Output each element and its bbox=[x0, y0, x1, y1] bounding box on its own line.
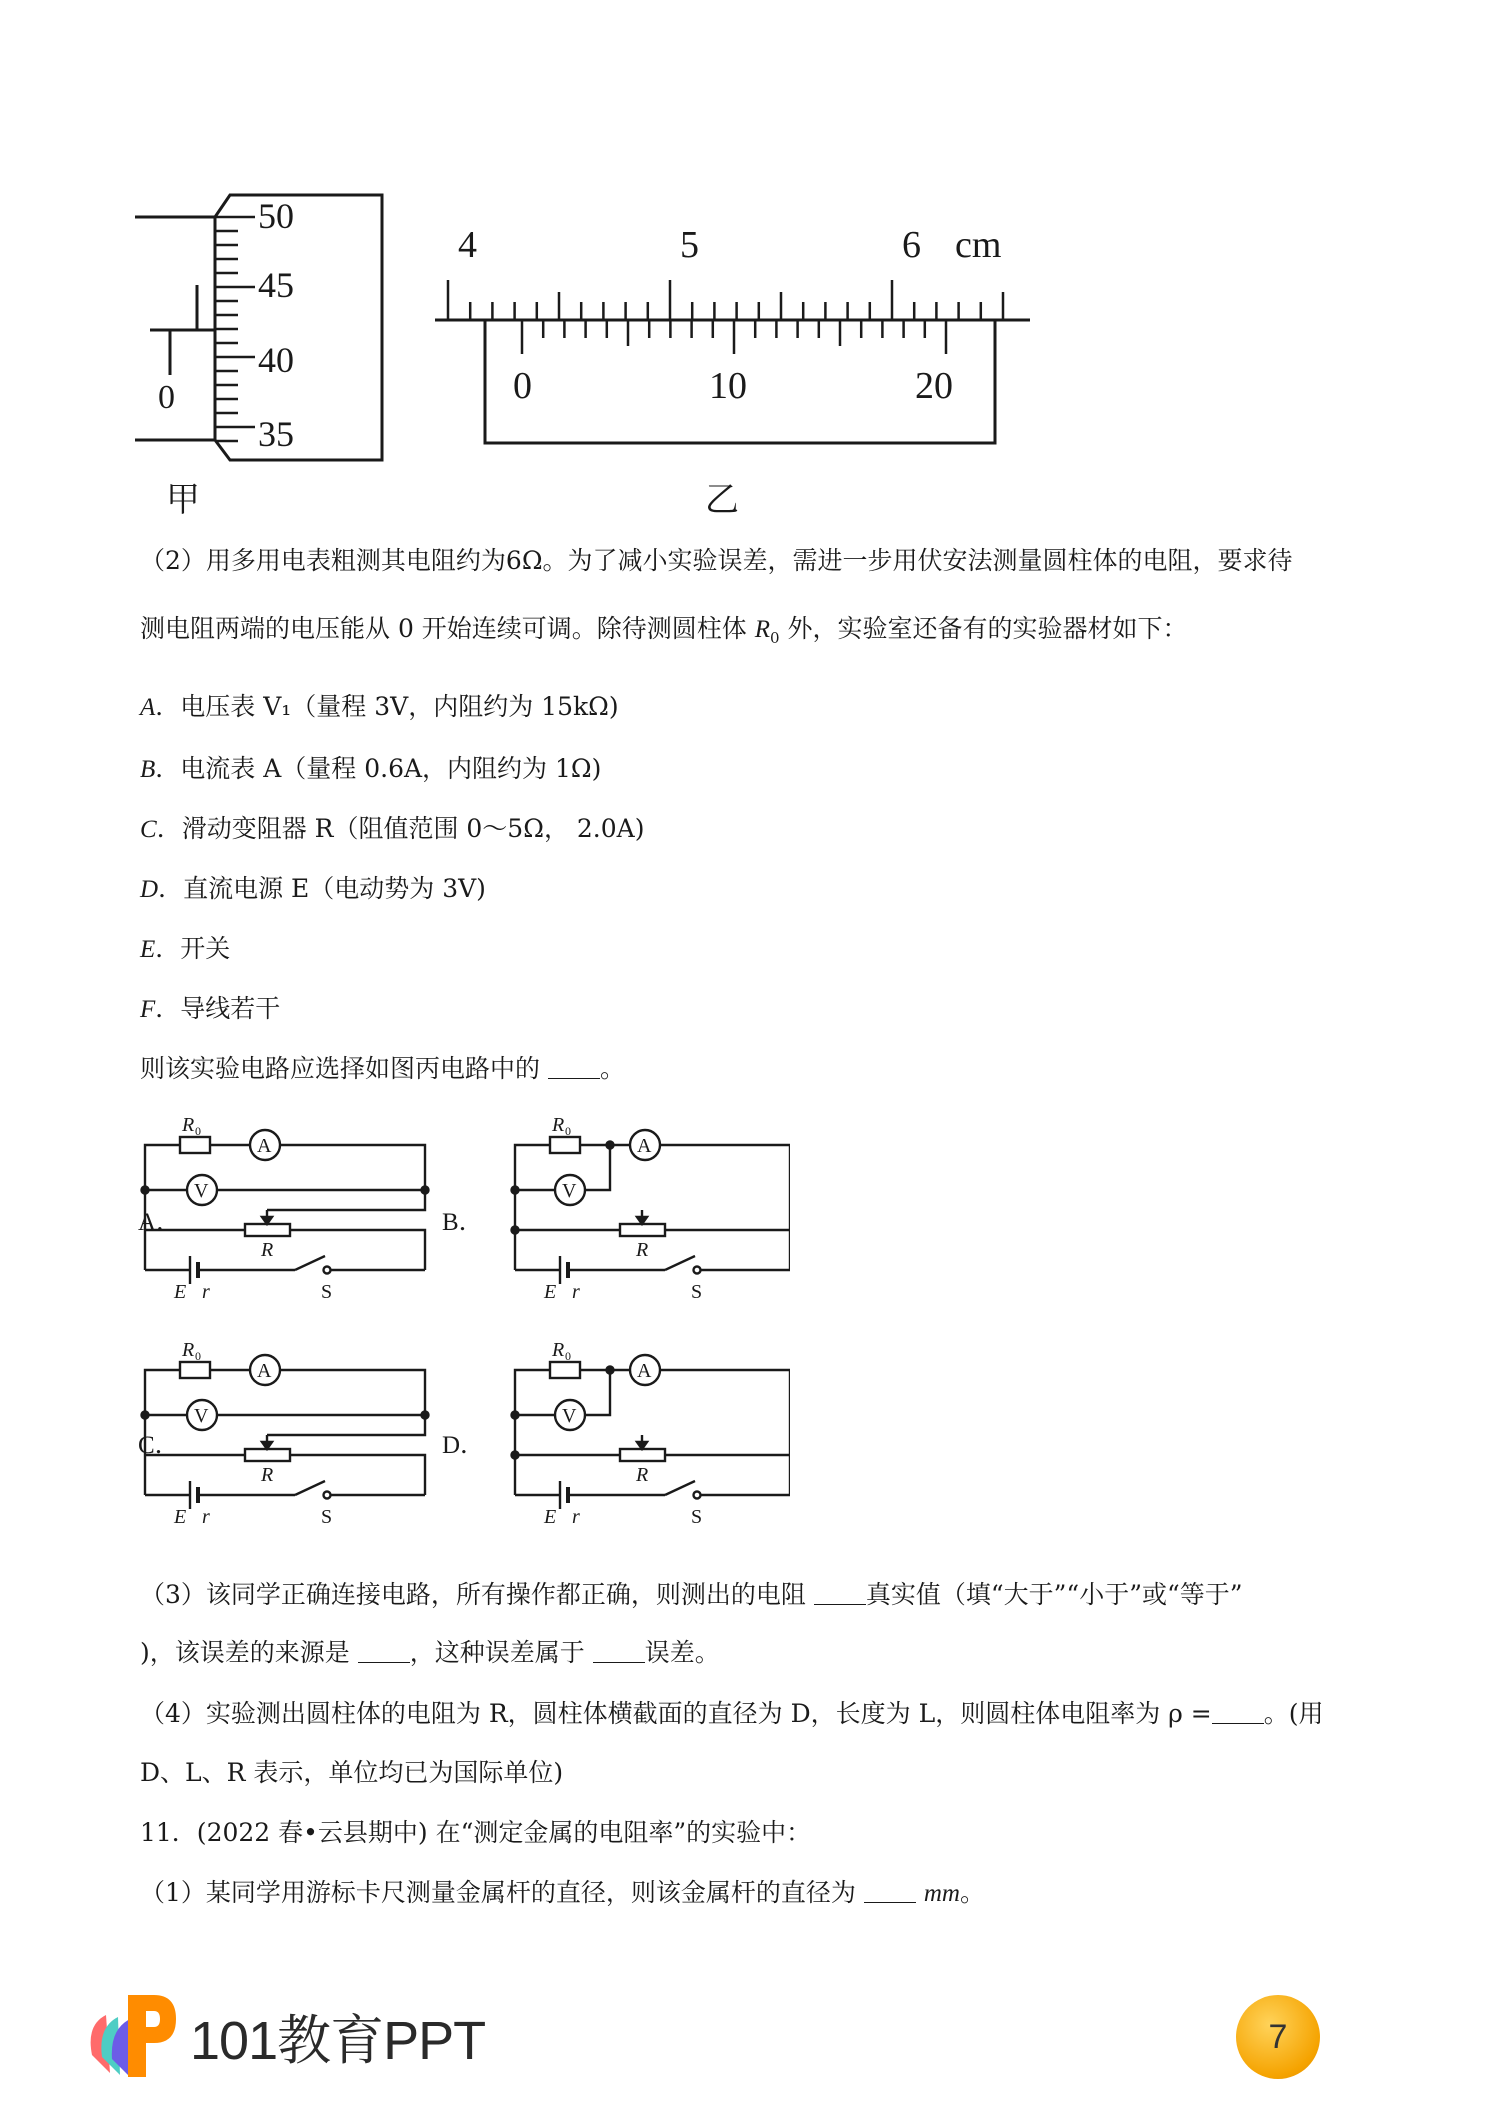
internal-label-circ-A: r bbox=[202, 1281, 210, 1303]
internal-label-circ-B: r bbox=[572, 1281, 580, 1303]
resistor-r0 bbox=[180, 1137, 210, 1153]
q2-line-1: （2）用多用电表粗测其电阻约为6Ω。为了减小实验误差，需进一步用伏安法测量圆柱体的电阻，要求待 bbox=[140, 546, 1293, 575]
r0-label-circ-D: R bbox=[552, 1339, 565, 1361]
junction bbox=[422, 1187, 429, 1194]
q2-line-2: 测电阻两端的电压能从 0 开始连续可调。除待测圆柱体 $R_0$ 外，实验室还备有的实验器材如下： bbox=[140, 614, 1188, 647]
ammeter-circ-D-label: A bbox=[637, 1360, 652, 1382]
option-d: D．直流电源 E（电动势为 3V) bbox=[140, 874, 486, 903]
answer-blank[interactable] bbox=[548, 1056, 600, 1079]
internal-label-circ-D: r bbox=[572, 1506, 580, 1528]
main-mark-4: 4 bbox=[458, 224, 477, 266]
ammeter-circ-B-label: A bbox=[637, 1135, 652, 1157]
vernier-mark-10: 10 bbox=[709, 365, 747, 407]
caliper-unit: cm bbox=[955, 224, 1002, 266]
figure-label-yi: 乙 bbox=[705, 480, 739, 520]
option-a: A．电压表 V₁（量程 3V，内阻约为 15kΩ) bbox=[140, 692, 619, 721]
switch-label-circ-D: S bbox=[691, 1506, 703, 1528]
option-b: B．电流表 A（量程 0.6A，内阻约为 1Ω) bbox=[140, 754, 602, 783]
rheostat-circ-D bbox=[620, 1449, 665, 1461]
emf-label-circ-C: E bbox=[174, 1506, 187, 1528]
switch-contact bbox=[324, 1267, 331, 1274]
junction bbox=[422, 1412, 429, 1419]
circuit-label-d: D． bbox=[442, 1432, 486, 1459]
switch-contact bbox=[324, 1492, 331, 1499]
junction bbox=[512, 1227, 519, 1234]
voltmeter-circ-A-label: V bbox=[194, 1180, 209, 1202]
rheostat-label-circ-B: R bbox=[636, 1239, 649, 1261]
r0-label-circ-A: R bbox=[182, 1114, 195, 1136]
r0-sub-circ-A: 0 bbox=[195, 1124, 201, 1138]
q3-blank-1[interactable] bbox=[814, 1582, 866, 1605]
option-f: F．导线若干 bbox=[140, 994, 281, 1023]
emf-label-circ-A: E bbox=[174, 1281, 187, 1303]
q11-title: 11．(2022 春•云县期中) 在“测定金属的电阻率”的实验中： bbox=[140, 1818, 812, 1847]
junction bbox=[142, 1412, 149, 1419]
switch-label-circ-B: S bbox=[691, 1281, 703, 1303]
q3-blank-2[interactable] bbox=[358, 1640, 410, 1663]
q4-line-1: （4）实验测出圆柱体的电阻为 R，圆柱体横截面的直径为 D，长度为 L，则圆柱体电阻率为 ρ = 。(用 bbox=[140, 1699, 1324, 1728]
switch-lever bbox=[665, 1481, 695, 1495]
circuit-label-b: B． bbox=[442, 1209, 484, 1236]
junction bbox=[512, 1452, 519, 1459]
circuit-diagrams bbox=[130, 1105, 790, 1570]
caliper-figure bbox=[425, 215, 1045, 450]
wire bbox=[665, 1455, 790, 1495]
figure-label-jia: 甲 bbox=[166, 480, 200, 520]
q2-choose-line: 则该实验电路应选择如图丙电路中的 。 bbox=[140, 1054, 625, 1083]
junction bbox=[607, 1367, 614, 1374]
wire bbox=[267, 1190, 425, 1210]
wire bbox=[267, 1415, 425, 1435]
main-mark-6: 6 bbox=[902, 224, 921, 266]
switch-lever bbox=[665, 1256, 695, 1270]
vernier-mark-20: 20 bbox=[915, 365, 953, 407]
vernier-scale-ticks bbox=[522, 320, 946, 354]
r0-sub-circ-D: 0 bbox=[565, 1349, 571, 1363]
resistor-r0 bbox=[180, 1362, 210, 1378]
thimble-ticks bbox=[215, 217, 255, 441]
q3-line-1: （3）该同学正确连接电路，所有操作都正确，则测出的电阻 真实值（填“大于”“小于”或“等于” bbox=[140, 1580, 1243, 1609]
ammeter-circ-C-label: A bbox=[257, 1360, 272, 1382]
brand-logo-icon bbox=[80, 1985, 180, 2085]
internal-label-circ-C: r bbox=[202, 1506, 210, 1528]
switch-contact bbox=[694, 1492, 701, 1499]
rheostat-label-circ-D: R bbox=[636, 1464, 649, 1486]
page-number: 7 bbox=[1268, 2017, 1288, 2056]
rheostat-circ-B bbox=[620, 1224, 665, 1236]
voltmeter-circ-C-label: V bbox=[194, 1405, 209, 1427]
q4-blank[interactable] bbox=[1212, 1701, 1264, 1724]
rheostat-circ-A bbox=[245, 1224, 290, 1236]
q4-line-2: D、L、R 表示，单位均已为国际单位) bbox=[140, 1758, 564, 1787]
wire bbox=[665, 1230, 790, 1270]
option-c: C．滑动变阻器 R（阻值范围 0～5Ω， 2.0A) bbox=[140, 814, 645, 843]
q3-blank-3[interactable] bbox=[593, 1640, 645, 1663]
thimble-mark-35: 35 bbox=[258, 414, 294, 454]
junction bbox=[607, 1142, 614, 1149]
thimble-mark-40: 40 bbox=[258, 340, 294, 380]
vernier-mark-0: 0 bbox=[513, 365, 532, 407]
q11-sub1: （1）某同学用游标卡尺测量金属杆的直径，则该金属杆的直径为 mm。 bbox=[140, 1878, 985, 1907]
r0-sub-circ-B: 0 bbox=[565, 1124, 571, 1138]
circuit-label-a: A． bbox=[138, 1209, 182, 1236]
main-scale-ticks bbox=[448, 280, 1003, 320]
page-number-badge bbox=[1236, 1995, 1320, 2079]
rheostat-label-circ-A: R bbox=[261, 1239, 274, 1261]
r0-sub-circ-C: 0 bbox=[195, 1349, 201, 1363]
switch-contact bbox=[694, 1267, 701, 1274]
brand-name: 101教育PPT bbox=[190, 2011, 486, 2071]
switch-lever bbox=[295, 1256, 325, 1270]
q11-blank[interactable] bbox=[864, 1880, 916, 1903]
rheostat-circ-C bbox=[245, 1449, 290, 1461]
option-e: E．开关 bbox=[140, 934, 231, 963]
switch-label-circ-A: S bbox=[321, 1281, 333, 1303]
circuit-label-c: C． bbox=[138, 1432, 180, 1459]
micrometer-figure bbox=[130, 190, 390, 520]
voltmeter-circ-B-label: V bbox=[562, 1180, 577, 1202]
r0-label-circ-B: R bbox=[552, 1114, 565, 1136]
switch-label-circ-C: S bbox=[321, 1506, 333, 1528]
main-mark-5: 5 bbox=[680, 224, 699, 266]
resistor-r0 bbox=[550, 1362, 580, 1378]
rheostat-label-circ-C: R bbox=[261, 1464, 274, 1486]
thimble-mark-45: 45 bbox=[258, 265, 294, 305]
q3-line-2: )，该误差的来源是 ，这种误差属于 误差。 bbox=[140, 1638, 720, 1667]
ammeter-circ-A-label: A bbox=[257, 1135, 272, 1157]
emf-label-circ-B: E bbox=[544, 1281, 557, 1303]
r0-symbol: R bbox=[754, 616, 771, 643]
sleeve-mark-0: 0 bbox=[158, 379, 175, 416]
emf-label-circ-D: E bbox=[544, 1506, 557, 1528]
voltmeter-circ-D-label: V bbox=[562, 1405, 577, 1427]
r0-label-circ-C: R bbox=[182, 1339, 195, 1361]
junction bbox=[142, 1187, 149, 1194]
resistor-r0 bbox=[550, 1137, 580, 1153]
thimble-mark-50: 50 bbox=[258, 196, 294, 236]
switch-lever bbox=[295, 1481, 325, 1495]
